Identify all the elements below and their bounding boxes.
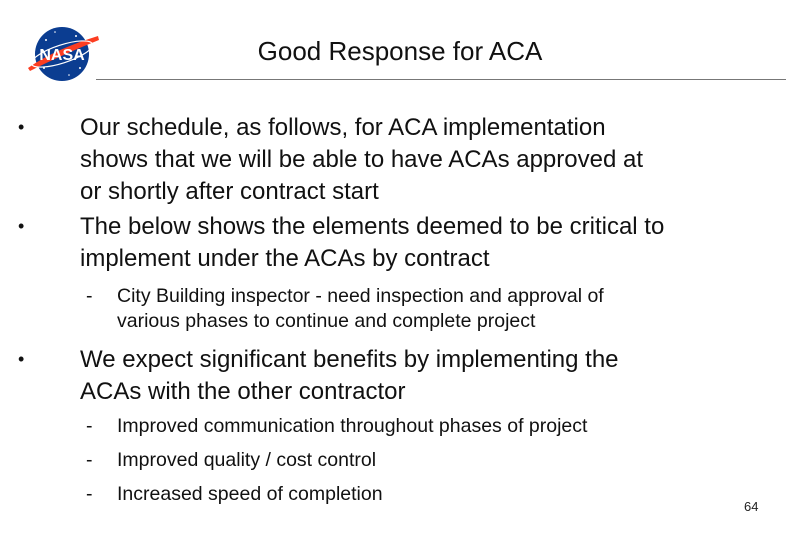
nasa-logo-text: NASA — [39, 47, 85, 64]
sub-marker: - — [86, 449, 93, 471]
bullet-marker: • — [18, 117, 25, 137]
nasa-logo — [22, 20, 102, 88]
sub-marker: - — [86, 483, 93, 505]
bullet-text: ACAs with the other contractor — [80, 378, 406, 405]
bullet-text: shows that we will be able to have ACAs approved at — [80, 146, 643, 173]
sub-text: City Building inspector - need inspection and approval of — [117, 285, 604, 307]
bullet-text: Our schedule, as follows, for ACA implementation — [80, 114, 606, 141]
bullet-text: implement under the ACAs by contract — [80, 245, 490, 272]
sub-marker: - — [86, 415, 93, 437]
bullet-text: or shortly after contract start — [80, 178, 379, 205]
sub-text: various phases to continue and complete project — [117, 310, 536, 332]
sub-text: Improved quality / cost control — [117, 449, 377, 471]
bullet-marker: • — [18, 349, 25, 369]
sub-text: Improved communication throughout phases of project — [117, 415, 588, 437]
title-divider — [96, 79, 786, 80]
bullet-text: We expect significant benefits by implementing the — [80, 346, 619, 373]
sub-marker: - — [86, 285, 93, 307]
page-number: 64 — [744, 499, 759, 514]
bullet-marker: • — [18, 216, 25, 236]
bullet-text: The below shows the elements deemed to be critical to — [80, 213, 665, 240]
sub-text: Increased speed of completion — [117, 483, 383, 505]
slide-title: Good Response for ACA — [257, 36, 543, 66]
